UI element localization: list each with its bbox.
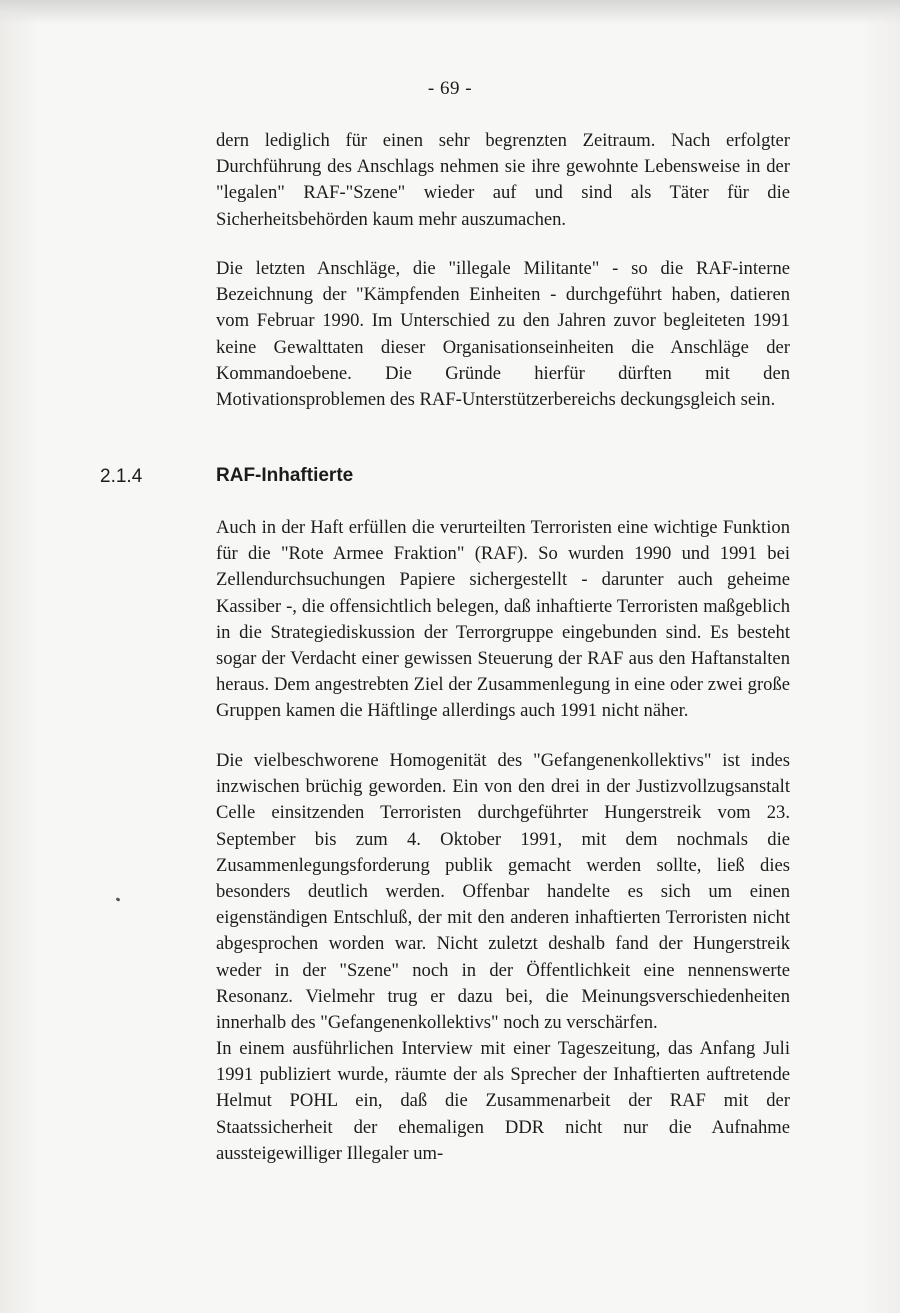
scan-speck: [116, 897, 121, 902]
paragraph-continuation: dern lediglich für einen sehr begrenzten Zeitraum. Nach erfolgter Durchführung des Anschlags nehmen sie ihre gewohnte Lebensweise in der "legalen" RAF-"Szene" wieder auf und sind als Täter für die Sicherheitsbehörden kaum mehr auszumachen.: [216, 130, 790, 230]
paragraph-haft-funktion: Auch in der Haft erfüllen die verurteilten Terroristen eine wichtige Funktion für die "Rote Armee Fraktion" (RAF). So wurden 1990 und 1991 bei Zellendurchsuchungen Papiere sichergestellt - darunter auch geheime Kassiber -, die offensichtlich belegen, daß inhaftierte Terroristen maßgeblich in die Strategiediskussion der Terrorgruppe eingebunden sind. Es besteht sogar der Verdacht einer gewissen Steuerung der RAF aus den Haftanstalten heraus. Dem angestrebten Ziel der Zusammenlegung in eine oder zwei große Gruppen kamen die Häftlinge allerdings auch 1991 nicht näher.: [216, 517, 790, 722]
paragraph-homogenitaet: Die vielbeschworene Homogenität des "Gefangenenkollektivs" ist indes inzwischen brüchig geworden. Ein von den drei in der Justizvollzugsanstalt Celle einsitzenden Terroristen durchgeführter Hungerstreik vom 23. September bis zum 4. Oktober 1991, mit dem nochmals die Zusammenlegungsforderung publik gemacht werden sollte, ließ dies besonders deutlich werden. Offenbar handelte es sich um einen eigenständigen Entschluß, der mit den anderen inhaftierten Terroristen nicht abgesprochen worden war. Nicht zuletzt deshalb fand der Hungerstreik weder in der "Szene" noch in der Öffentlichkeit eine nennenswerte Resonanz. Vielmehr trug er dazu bei, die Meinungsverschiedenheiten innerhalb des "Gefangenenkollektivs" noch zu verschärfen.: [216, 750, 790, 1034]
section-number: 2.1.4: [100, 466, 143, 487]
paragraph-interview: In einem ausführlichen Interview mit einer Tageszeitung, das Anfang Juli 1991 publiziert wurde, räumte der als Sprecher der Inhaftierten auftretende Helmut POHL ein, daß die Zusammenarbeit der RAF mit der Staatssicherheit der ehemaligen DDR nicht nur die Aufnahme aussteigewilliger Illegaler um-: [216, 1038, 790, 1164]
section-heading: RAF-Inhaftierte: [216, 465, 354, 486]
paragraph-illegale-militante: Die letzten Anschläge, die "illegale Militante" - so die RAF-interne Bezeichnung der "Kämpfenden Einheiten - durchgeführt haben, datieren vom Februar 1990. Im Unterschied zu den Jahren zuvor begleiteten 1991 keine Gewalttaten dieser Organisationseinheiten die Anschläge der Kommandoebene. Die Gründe hierfür dürften mit den Motivationsproblemen des RAF-Unterstützerbereichs deckungsgleich sein.: [216, 258, 790, 411]
page-number: - 69 -: [427, 78, 473, 99]
scan-edge-shadow: [0, 0, 900, 24]
